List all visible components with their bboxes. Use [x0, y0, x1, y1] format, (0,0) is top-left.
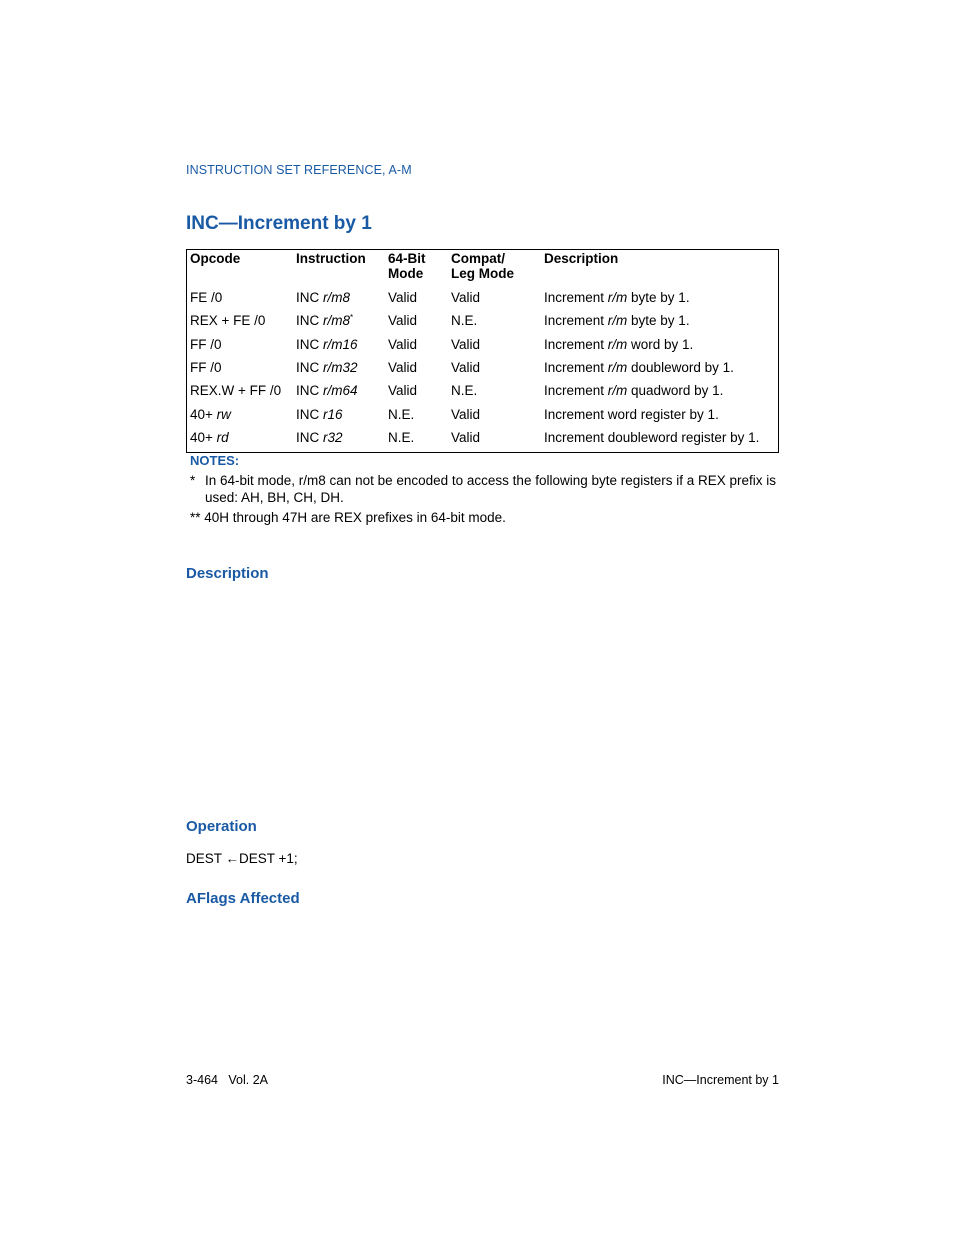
cell-instruction: INC r16	[296, 407, 343, 422]
cell-instruction: INC r/m8*	[296, 313, 354, 328]
cell-instruction: INC r/m64	[296, 383, 358, 398]
header-opcode: Opcode	[190, 251, 241, 266]
cell-description: Increment r/m quadword by 1.	[544, 383, 724, 398]
cell-compat-mode: Valid	[451, 290, 481, 305]
header-compat-leg-mode: Compat/ Leg Mode	[451, 251, 514, 281]
cell-instruction: INC r32	[296, 430, 343, 445]
cell-instruction: INC r/m32	[296, 360, 358, 375]
cell-description: Increment r/m word by 1.	[544, 337, 694, 352]
cell-64bit-mode: Valid	[388, 383, 418, 398]
cell-compat-mode: N.E.	[451, 383, 478, 398]
cell-opcode: 40+ rd	[190, 430, 229, 445]
cell-description: Increment r/m doubleword by 1.	[544, 360, 734, 375]
cell-instruction: INC r/m16	[296, 337, 358, 352]
page-title: INC—Increment by 1	[186, 213, 372, 234]
cell-compat-mode: Valid	[451, 337, 481, 352]
header-description: Description	[544, 251, 619, 266]
cell-opcode: FF /0	[190, 337, 222, 352]
cell-64bit-mode: N.E.	[388, 430, 415, 445]
cell-compat-mode: Valid	[451, 360, 481, 375]
note1-text: In 64-bit mode, r/m8 can not be encoded to access the following byte registers if a REX prefix is used: AH, BH, CH, DH.	[205, 473, 777, 505]
header-64bit-mode: 64-Bit Mode	[388, 251, 426, 281]
opcode-table	[186, 249, 779, 453]
operation-heading: Operation	[186, 818, 257, 835]
header-instruction: Instruction	[296, 251, 366, 266]
cell-64bit-mode: Valid	[388, 313, 418, 328]
operation-code: DEST ←DEST +1;	[186, 851, 298, 866]
cell-opcode: 40+ rw	[190, 407, 231, 422]
note2-text: ** 40H through 47H are REX prefixes in 64-bit mode.	[190, 510, 506, 525]
cell-opcode: REX.W + FF /0	[190, 383, 282, 398]
cell-opcode: FE /0	[190, 290, 223, 305]
running-header: INSTRUCTION SET REFERENCE, A-M	[186, 163, 412, 177]
cell-description: Increment doubleword register by 1.	[544, 430, 760, 445]
cell-opcode: FF /0	[190, 360, 222, 375]
cell-description: Increment r/m byte by 1.	[544, 313, 690, 328]
notes-title: NOTES:	[190, 453, 240, 468]
cell-instruction: INC r/m8	[296, 290, 350, 305]
note1-marker: *	[190, 473, 196, 488]
cell-compat-mode: N.E.	[451, 313, 478, 328]
cell-description: Increment r/m byte by 1.	[544, 290, 690, 305]
flags-heading: AFlags Affected	[186, 890, 300, 907]
cell-opcode: REX + FE /0	[190, 313, 266, 328]
cell-64bit-mode: Valid	[388, 337, 418, 352]
footer-title: INC—Increment by 1	[662, 1073, 779, 1087]
footer-page-number: 3-464 Vol. 2A	[186, 1073, 269, 1087]
cell-compat-mode: Valid	[451, 430, 481, 445]
cell-64bit-mode: Valid	[388, 290, 418, 305]
description-heading: Description	[186, 565, 269, 582]
cell-description: Increment word register by 1.	[544, 407, 719, 422]
cell-64bit-mode: N.E.	[388, 407, 415, 422]
cell-64bit-mode: Valid	[388, 360, 418, 375]
cell-compat-mode: Valid	[451, 407, 481, 422]
